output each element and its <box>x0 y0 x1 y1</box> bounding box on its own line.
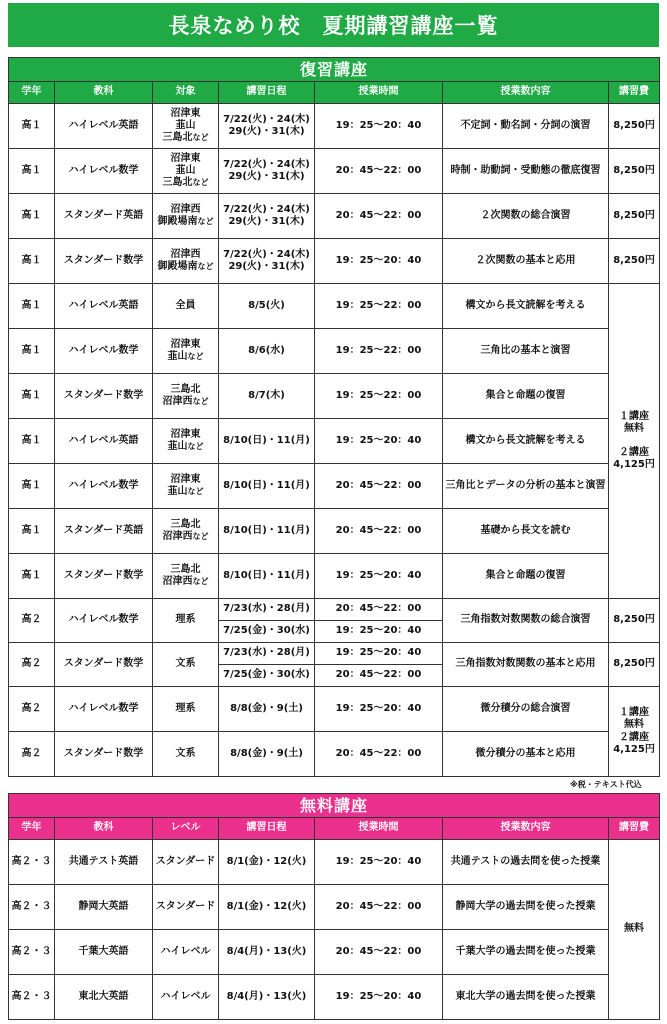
grade-cell: 高１ <box>9 554 55 599</box>
target-cell <box>153 464 219 509</box>
content-cell: 三角指数対数関数の基本と応用 <box>443 643 609 687</box>
date-line: 8/6(水) <box>248 344 285 356</box>
date-line: 8/5(火) <box>248 299 285 311</box>
table-row <box>9 374 660 419</box>
grade-cell: 高１ <box>9 464 55 509</box>
target-school: 三島北 <box>170 518 201 530</box>
table-row <box>9 885 660 930</box>
fee-line: 無料 <box>624 719 645 731</box>
grade-cell: 高１ <box>9 104 55 149</box>
fee-line: 4,125円 <box>613 459 655 471</box>
fee-cell-merged <box>609 284 660 599</box>
table-row <box>9 509 660 554</box>
dates-cell <box>219 464 315 509</box>
table-row <box>9 643 660 665</box>
target-cell <box>153 239 219 284</box>
content-cell: 三角指数対数関数の総合演習 <box>443 599 609 643</box>
time-cell: 19：25～20：40 <box>315 554 443 599</box>
dates-cell: 8/1(金)・12(火) <box>219 885 315 930</box>
date-line: 29(火)・31(木) <box>228 261 305 272</box>
target-school: 沼津西 <box>170 248 201 260</box>
time-cell: 20：45～22：00 <box>315 464 443 509</box>
date-line: 29(火)・31(木) <box>228 171 305 182</box>
column-header: 授業時間 <box>315 82 443 104</box>
fee-line: ２講座 <box>619 447 650 459</box>
fee-cell: 8,250円 <box>609 643 660 687</box>
target-cell: 理系 <box>153 599 219 643</box>
dates-cell <box>219 374 315 419</box>
target-school: 韮山 <box>167 351 188 362</box>
column-header: 学年 <box>9 818 55 840</box>
target-school: 沼津西 <box>162 531 193 542</box>
fee-line: 無料 <box>624 422 645 434</box>
content-cell: 三角比とデータの分析の基本と演習 <box>443 464 609 509</box>
target-suffix: など <box>192 133 209 143</box>
target-suffix: など <box>192 532 209 541</box>
target-school: 三島北 <box>162 177 193 189</box>
content-cell: ２次関数の基本と応用 <box>443 239 609 284</box>
time-cell: 20：45～22：00 <box>315 194 443 239</box>
date-line: 8/10(日)・11(月) <box>223 434 310 446</box>
table-row <box>9 329 660 374</box>
time-cell: 19：25～22：00 <box>315 284 443 329</box>
time-cell: 19：25～20：40 <box>315 840 443 885</box>
fee-line: １講座 <box>619 707 650 719</box>
subject-cell: 静岡大英語 <box>55 885 153 930</box>
content-cell: 構文から長文読解を考える <box>443 419 609 464</box>
content-cell: 集合と命題の復習 <box>443 554 609 599</box>
content-cell: 集合と命題の復習 <box>443 374 609 419</box>
date-line: 7/22(火)・24(木) <box>223 203 310 215</box>
content-cell: ２次関数の総合演習 <box>443 194 609 239</box>
time-cell: 19：25～22：00 <box>315 329 443 374</box>
subject-cell: スタンダード英語 <box>55 194 153 239</box>
target-school: 韮山 <box>167 486 188 497</box>
table-row <box>9 464 660 509</box>
level-cell: ハイレベル <box>153 930 219 975</box>
target-school: 沼津東 <box>170 428 201 440</box>
date-line: 8/10(日)・11(月) <box>223 569 310 581</box>
grade-cell: 高２ <box>9 732 55 777</box>
dates-cell: 8/1(金)・12(火) <box>219 840 315 885</box>
target-school: 沼津東 <box>170 338 201 350</box>
content-cell: 共通テストの過去問を使った授業 <box>443 840 609 885</box>
dates-cell: 7/23(水)・28(月) <box>219 643 315 665</box>
content-cell: 微分積分の総合演習 <box>443 687 609 732</box>
subject-cell: ハイレベル数学 <box>55 599 153 643</box>
date-line: 8/10(日)・11(月) <box>223 479 310 491</box>
table-row <box>9 840 660 885</box>
table-row <box>9 104 660 149</box>
target-school: 三島北 <box>170 383 201 395</box>
target-school: 沼津東 <box>170 473 201 485</box>
time-cell: 19：25～20：40 <box>315 687 443 732</box>
date-line: 8/10(日)・11(月) <box>223 524 310 536</box>
target-suffix: など <box>197 217 214 226</box>
content-cell: 静岡大学の過去問を使った授業 <box>443 885 609 930</box>
time-cell: 19：25～22：00 <box>315 374 443 419</box>
content-cell: 微分積分の基本と応用 <box>443 732 609 777</box>
target-suffix: など <box>187 487 204 496</box>
fee-cell: 8,250円 <box>609 104 660 149</box>
dates-cell: 8/4(月)・13(火) <box>219 975 315 1020</box>
target-school: 沼津西 <box>162 576 193 587</box>
target-cell <box>153 329 219 374</box>
fee-line: 4,125円 <box>613 743 655 755</box>
target-cell <box>153 104 219 149</box>
date-line: 7/22(火)・24(木) <box>223 248 310 260</box>
grade-cell: 高１ <box>9 419 55 464</box>
subject-cell: ハイレベル英語 <box>55 419 153 464</box>
content-cell: 構文から長文読解を考える <box>443 284 609 329</box>
date-line: 7/22(火)・24(木) <box>223 158 310 170</box>
fee-cell: 8,250円 <box>609 149 660 194</box>
dates-cell <box>219 284 315 329</box>
target-suffix: など <box>192 577 209 586</box>
target-cell <box>153 419 219 464</box>
target-cell <box>153 149 219 194</box>
target-cell <box>153 374 219 419</box>
date-line: 29(火)・31(木) <box>228 126 305 137</box>
time-cell: 20：45～22：00 <box>315 599 443 621</box>
table-row <box>9 975 660 1020</box>
content-cell: 千葉大学の過去問を使った授業 <box>443 930 609 975</box>
grade-cell: 高２ <box>9 687 55 732</box>
target-school: 沼津西 <box>162 396 193 407</box>
time-cell: 19：25～20：40 <box>315 104 443 149</box>
target-school: 沼津東 <box>170 152 201 164</box>
target-suffix: など <box>197 262 214 271</box>
subject-cell: ハイレベル英語 <box>55 104 153 149</box>
table-row <box>9 732 660 777</box>
dates-cell <box>219 509 315 554</box>
column-header: 講習日程 <box>219 818 315 840</box>
dates-cell <box>219 419 315 464</box>
grade-cell: 高１ <box>9 374 55 419</box>
grade-cell: 高２ <box>9 643 55 687</box>
dates-cell <box>219 554 315 599</box>
time-cell: 20：45～22：00 <box>315 149 443 194</box>
dates-cell <box>219 104 315 149</box>
grade-cell: 高２・３ <box>9 975 55 1020</box>
grade-cell: 高２・３ <box>9 930 55 975</box>
target-suffix: など <box>192 178 209 188</box>
target-cell: 理系 <box>153 687 219 732</box>
column-header: レベル <box>153 818 219 840</box>
grade-cell: 高２・３ <box>9 885 55 930</box>
subject-cell: ハイレベル数学 <box>55 464 153 509</box>
table-row <box>9 419 660 464</box>
subject-cell: スタンダード英語 <box>55 509 153 554</box>
dates-cell <box>219 239 315 284</box>
free-courses-table <box>8 793 660 1020</box>
grade-cell: 高２ <box>9 599 55 643</box>
fee-cell-merged: 無料 <box>609 840 660 1020</box>
subject-cell: スタンダード数学 <box>55 643 153 687</box>
target-suffix: など <box>187 442 204 451</box>
fee-cell: 8,250円 <box>609 239 660 284</box>
time-cell: 20：45～22：00 <box>315 930 443 975</box>
time-cell: 19：25～20：40 <box>315 621 443 643</box>
column-header: 教科 <box>55 82 153 104</box>
column-header: 学年 <box>9 82 55 104</box>
target-cell: 文系 <box>153 643 219 687</box>
column-header: 教科 <box>55 818 153 840</box>
fee-cell: 8,250円 <box>609 599 660 643</box>
date-line: 7/22(火)・24(木) <box>223 113 310 125</box>
target-school: 沼津西 <box>170 203 201 215</box>
target-cell: 文系 <box>153 732 219 777</box>
review-section-title: 復習講座 <box>9 58 660 82</box>
content-cell: 基礎から長文を読む <box>443 509 609 554</box>
column-header: 講習日程 <box>219 82 315 104</box>
grade-cell: 高１ <box>9 149 55 194</box>
grade-cell: 高１ <box>9 509 55 554</box>
table-row <box>9 239 660 284</box>
target-suffix: など <box>187 352 204 361</box>
table-row <box>9 149 660 194</box>
fee-cell-merged <box>609 687 660 777</box>
target-school: 三島北 <box>162 132 193 144</box>
target-school: 韮山 <box>167 441 188 452</box>
tax-note: ※税・テキスト代込 <box>570 780 642 789</box>
content-cell: 三角比の基本と演習 <box>443 329 609 374</box>
time-cell: 20：45～22：00 <box>315 665 443 687</box>
column-header: 授業数内容 <box>443 82 609 104</box>
table-row <box>9 194 660 239</box>
dates-cell: 8/8(金)・9(土) <box>219 687 315 732</box>
grade-cell: 高１ <box>9 284 55 329</box>
dates-cell: 8/8(金)・9(土) <box>219 732 315 777</box>
target-cell <box>153 284 219 329</box>
subject-cell: ハイレベル英語 <box>55 284 153 329</box>
grade-cell: 高１ <box>9 239 55 284</box>
grade-cell: 高１ <box>9 329 55 374</box>
target-cell <box>153 509 219 554</box>
subject-cell: 共通テスト英語 <box>55 840 153 885</box>
target-school: 韮山 <box>175 164 196 176</box>
dates-cell <box>219 329 315 374</box>
target-cell <box>153 554 219 599</box>
subject-cell: スタンダード数学 <box>55 732 153 777</box>
target-school: 沼津東 <box>170 107 201 119</box>
dates-cell <box>219 194 315 239</box>
target-cell <box>153 194 219 239</box>
subject-cell: ハイレベル数学 <box>55 687 153 732</box>
dates-cell: 7/25(金)・30(水) <box>219 665 315 687</box>
time-cell: 20：45～22：00 <box>315 885 443 930</box>
level-cell: ハイレベル <box>153 975 219 1020</box>
date-line: 8/7(木) <box>248 389 285 401</box>
time-cell: 19：25～20：40 <box>315 975 443 1020</box>
content-cell: 東北大学の過去問を使った授業 <box>443 975 609 1020</box>
target-school: 全員 <box>175 299 196 311</box>
target-school: 三島北 <box>170 563 201 575</box>
fee-line: ２講座 <box>619 731 650 743</box>
grade-cell: 高１ <box>9 194 55 239</box>
level-cell: スタンダード <box>153 840 219 885</box>
time-cell: 20：45～22：00 <box>315 732 443 777</box>
page-title: 長泉なめり校 夏期講習講座一覧 <box>8 3 659 47</box>
time-cell: 19：25～20：40 <box>315 419 443 464</box>
subject-cell: スタンダード数学 <box>55 239 153 284</box>
date-line: 29(火)・31(木) <box>228 216 305 227</box>
time-cell: 19：25～20：40 <box>315 643 443 665</box>
column-header: 授業時間 <box>315 818 443 840</box>
table-row <box>9 284 660 329</box>
dates-cell: 7/25(金)・30(水) <box>219 621 315 643</box>
table-row <box>9 599 660 621</box>
target-school: 御殿場南 <box>157 261 198 272</box>
target-suffix: など <box>192 397 209 406</box>
level-cell: スタンダード <box>153 885 219 930</box>
grade-cell: 高２・３ <box>9 840 55 885</box>
column-header: 授業数内容 <box>443 818 609 840</box>
content-cell: 不定詞・動名詞・分詞の演習 <box>443 104 609 149</box>
review-courses-table <box>8 57 660 777</box>
time-cell: 19：25～20：40 <box>315 239 443 284</box>
target-school: 御殿場南 <box>157 216 198 227</box>
dates-cell: 8/4(月)・13(火) <box>219 930 315 975</box>
subject-cell: スタンダード数学 <box>55 374 153 419</box>
content-cell: 時制・助動詞・受動態の徹底復習 <box>443 149 609 194</box>
column-header: 対象 <box>153 82 219 104</box>
target-school: 韮山 <box>175 119 196 131</box>
time-cell: 20：45～22：00 <box>315 509 443 554</box>
table-row <box>9 687 660 732</box>
fee-cell: 8,250円 <box>609 194 660 239</box>
dates-cell <box>219 149 315 194</box>
subject-cell: 千葉大英語 <box>55 930 153 975</box>
fee-line: １講座 <box>619 410 650 422</box>
dates-cell: 7/23(水)・28(月) <box>219 599 315 621</box>
column-header: 講習費 <box>609 82 660 104</box>
subject-cell: ハイレベル数学 <box>55 149 153 194</box>
free-section-title: 無料講座 <box>9 794 660 818</box>
subject-cell: スタンダード数学 <box>55 554 153 599</box>
subject-cell: 東北大英語 <box>55 975 153 1020</box>
column-header: 講習費 <box>609 818 660 840</box>
subject-cell: ハイレベル数学 <box>55 329 153 374</box>
table-row <box>9 554 660 599</box>
table-row <box>9 930 660 975</box>
